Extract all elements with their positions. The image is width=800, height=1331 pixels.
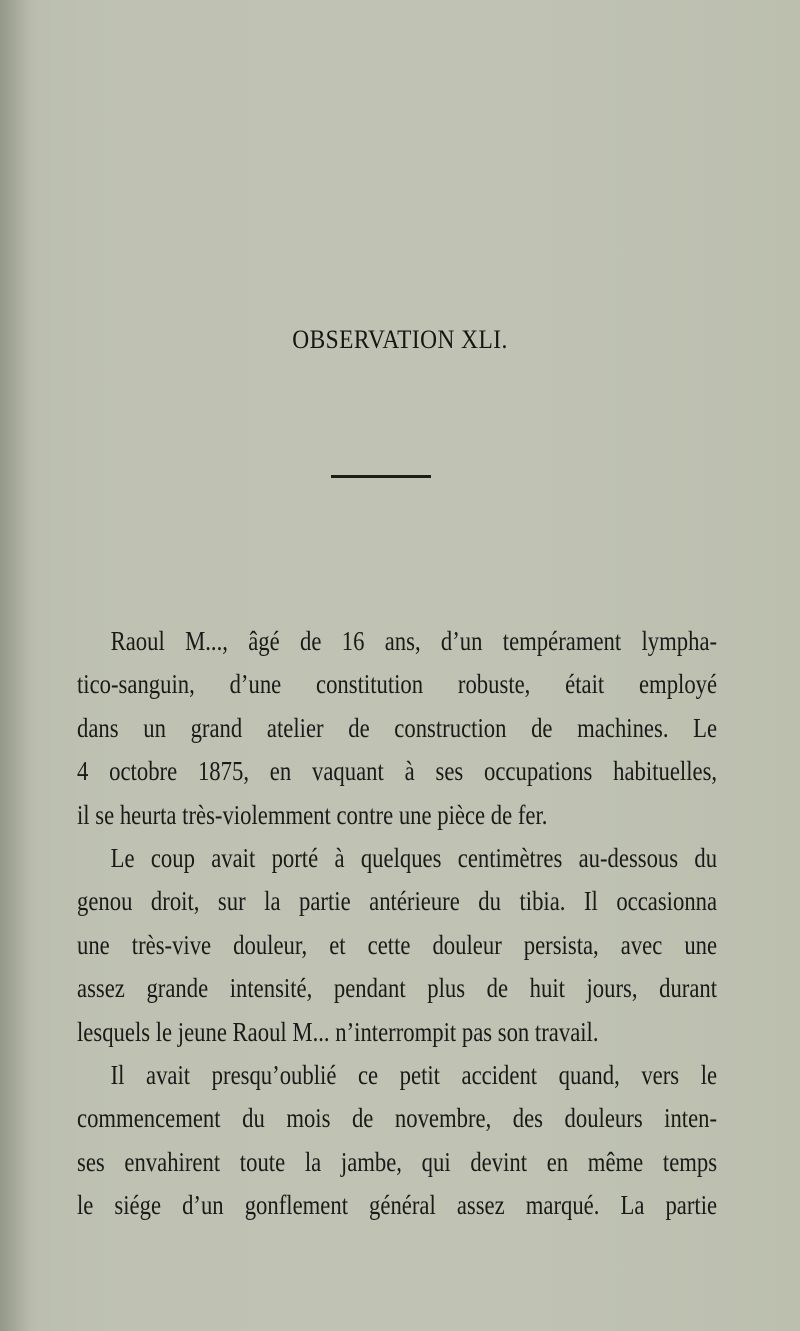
text-line: le siége d’un gonflement général assez marqué. La partie [77, 1190, 718, 1221]
text-line: ses envahirent toute la jambe, qui devint en même temps [77, 1146, 718, 1177]
text-line: une très-vive douleur, et cette douleur persista, avec une [77, 929, 718, 960]
text-line: Il avait presqu’oublié ce petit accident quand, vers le [110, 1059, 718, 1090]
text-line: tico-sanguin, d’une constitution robuste, était employé [77, 669, 718, 700]
text-line: il se heurta très-violemment contre une pièce de fer. [77, 799, 548, 830]
observation-title: OBSERVATION XLI. [292, 325, 508, 354]
text-line: dans un grand atelier de construction de machines. Le [77, 712, 718, 743]
text-line: Raoul M..., âgé de 16 ans, d’un tempérament lympha- [110, 626, 718, 656]
text-line: assez grande intensité, pendant plus de huit jours, durant [77, 973, 718, 1004]
title-divider-rule [331, 475, 431, 478]
text-line: Le coup avait porté à quelques centimètres au-dessous du [110, 842, 718, 873]
text-line: lesquels le jeune Raoul M... n’interrompit pas son travail. [77, 1016, 599, 1047]
text-line: commencement du mois de novembre, des douleurs inten- [77, 1103, 718, 1134]
text-line: genou droit, sur la partie antérieure du tibia. Il occasionna [77, 886, 718, 917]
text-line: 4 octobre 1875, en vaquant à ses occupations habituelles, [77, 756, 718, 787]
observation-body [77, 620, 717, 1227]
